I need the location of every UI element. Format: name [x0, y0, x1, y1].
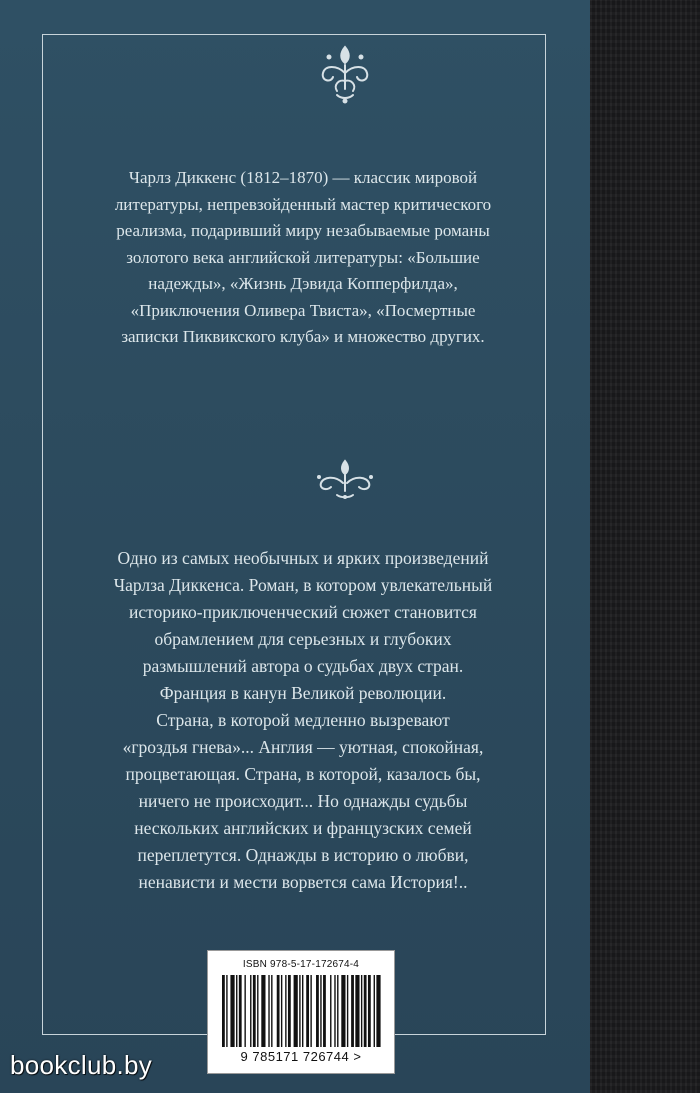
annotation-line: обрамлением для серьезных и глубоких: [154, 629, 452, 649]
annotation-line: «гроздья гнева»... Англия — уютная, спокойная,: [122, 737, 484, 757]
flourish-ornament-icon: [313, 43, 377, 105]
barcode-bars: [222, 975, 382, 1047]
annotation-line: переплетутся. Однажды в историю о любви,: [137, 845, 469, 865]
author-bio-line: надежды», «Жизнь Дэвида Копперфилда»,: [148, 274, 458, 293]
annotation-line: нескольких английских и французских семей: [134, 818, 472, 838]
annotation-line: историко-приключенческий сюжет становится: [129, 602, 477, 622]
flourish-divider-icon: [313, 457, 377, 501]
book-annotation: [58, 545, 548, 896]
author-bio-line: золотого века английской литературы: «Большие: [126, 247, 480, 267]
author-bio-line: «Приключения Оливера Твиста», «Посмертные: [130, 300, 476, 320]
author-bio-line: литературы, непревзойденный мастер критического: [114, 194, 492, 214]
book-spine: [590, 0, 700, 1093]
annotation-line: Страна, в которой медленно вызревают: [156, 710, 450, 730]
barcode-digits: 9 785171 726744 >: [240, 1049, 362, 1064]
annotation-line: Франция в канун Великой революции.: [159, 683, 447, 703]
annotation-line: ненависти и мести ворвется сама История!..: [138, 872, 468, 892]
annotation-line: размышлений автора о судьбах двух стран.: [142, 656, 464, 676]
barcode-label: [207, 950, 395, 1074]
annotation-line: Чарлза Диккенса. Роман, в котором увлекательный: [113, 575, 493, 595]
annotation-line: процветающая. Страна, в которой, казалось бы,: [125, 764, 481, 784]
site-watermark: bookclub.by: [10, 1050, 153, 1080]
author-bio-line: реализма, подаривший миру незабываемые романы: [116, 221, 490, 240]
annotation-line: Одно из самых необычных и ярких произведений: [117, 548, 489, 568]
author-bio-line: записки Пиквикского клуба» и множество других.: [121, 327, 485, 346]
isbn-text: ISBN 978-5-17-172674-4: [242, 959, 360, 970]
annotation-line: ничего не происходит... Но однажды судьбы: [138, 791, 468, 811]
author-bio: [78, 165, 528, 351]
author-bio-line: Чарлз Диккенс (1812–1870) — классик мировой: [128, 168, 478, 187]
